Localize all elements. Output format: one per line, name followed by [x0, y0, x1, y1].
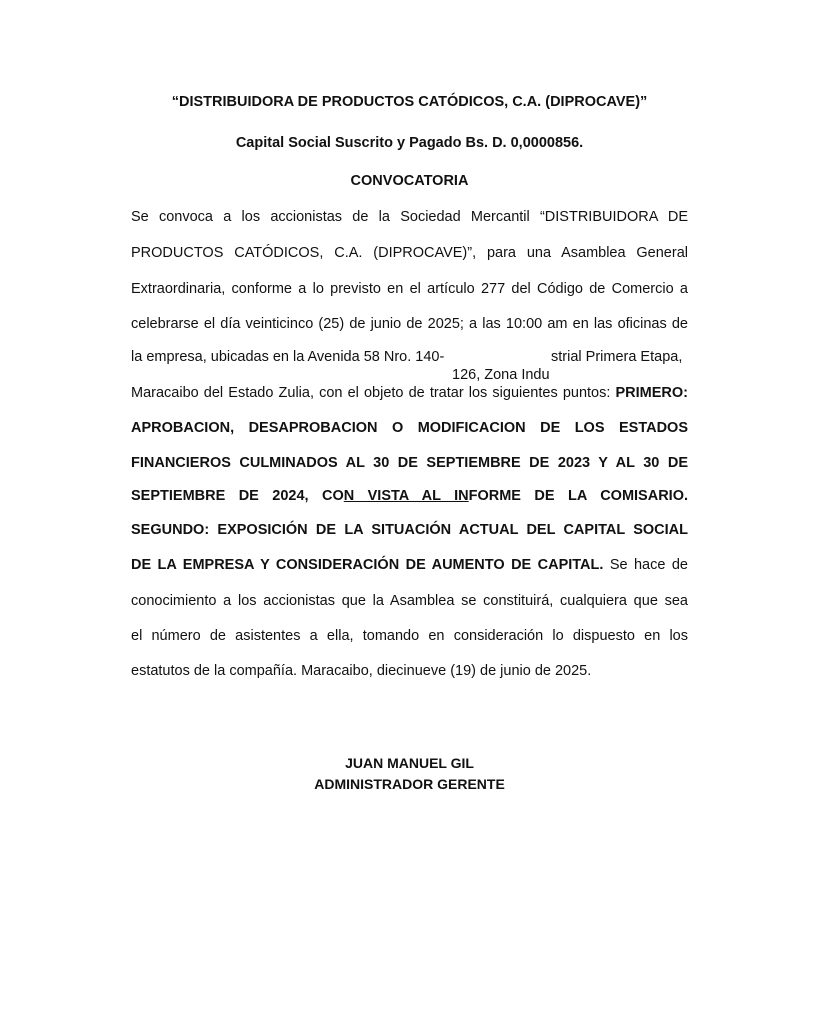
body-line-13: el número de asistentes a ella, tomando en consideración lo dispuesto en los — [131, 628, 688, 644]
body-line-1: Se convoca a los accionistas de la Sociedad Mercantil “DISTRIBUIDORA DE — [131, 209, 688, 225]
body-line-9-start: SEPTIEMBRE DE 2024, CO — [131, 488, 344, 504]
body-line-10: SEGUNDO: EXPOSICIÓN DE LA SITUACIÓN ACTUAL DEL CAPITAL SOCIAL — [131, 522, 688, 538]
body-line-8: FINANCIEROS CULMINADOS AL 30 DE SEPTIEMBRE DE 2023 Y AL 30 DE — [131, 455, 688, 471]
body-line-14: estatutos de la compañía. Maracaibo, diecinueve (19) de junio de 2025. — [131, 663, 592, 679]
body-line-5-end: strial Primera Etapa, — [551, 349, 683, 365]
body-line-2: PRODUCTOS CATÓDICOS, C.A. (DIPROCAVE)”, para una Asamblea General — [131, 245, 688, 261]
body-line-6-text: Maracaibo del Estado Zulia, con el objeto de tratar los siguientes puntos: — [131, 385, 616, 401]
first-point-label: PRIMERO: — [615, 385, 688, 401]
body-line-9 — [131, 488, 688, 504]
body-line-11-end: Se hace de — [603, 557, 688, 573]
second-point-end: DE LA EMPRESA Y CONSIDERACIÓN DE AUMENTO DE CAPITAL. — [131, 557, 604, 573]
body-line-7: APROBACION, DESAPROBACION O MODIFICACION DE LOS ESTADOS — [131, 420, 688, 436]
signatory-title: ADMINISTRADOR GERENTE — [314, 776, 505, 792]
capital-statement: Capital Social Suscrito y Pagado Bs. D. 0,0000856. — [235, 135, 584, 151]
body-line-11 — [131, 557, 688, 573]
body-line-9-end: FORME DE LA COMISARIO. — [468, 488, 688, 504]
company-name-heading: “DISTRIBUIDORA DE PRODUCTOS CATÓDICOS, C.A. (DIPROCAVE)” — [171, 94, 648, 110]
body-line-4: celebrarse el día veinticinco (25) de junio de 2025; a las 10:00 am en las oficinas de — [131, 316, 688, 332]
body-line-3: Extraordinaria, conforme a lo previsto en el artículo 277 del Código de Comercio a — [131, 281, 688, 297]
body-line-5-fragment: 126, Zona Indu — [452, 367, 550, 383]
signatory-name: JUAN MANUEL GIL — [345, 755, 474, 771]
notice-title: CONVOCATORIA — [350, 173, 469, 189]
body-line-5-start: la empresa, ubicadas en la Avenida 58 Nro. 140- — [131, 349, 445, 365]
body-line-6 — [131, 385, 688, 401]
underlined-text: N VISTA AL IN — [343, 488, 469, 504]
body-line-12: conocimiento a los accionistas que la Asamblea se constituirá, cualquiera que sea — [131, 593, 688, 609]
